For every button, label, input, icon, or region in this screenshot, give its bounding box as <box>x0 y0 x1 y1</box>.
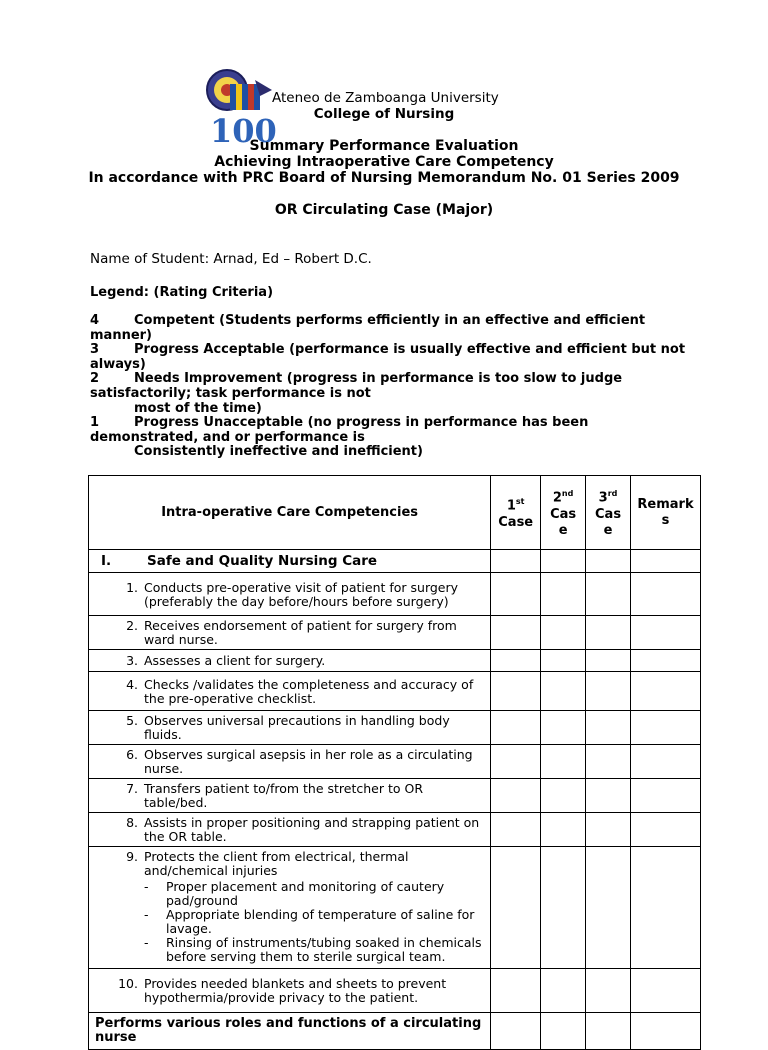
competency-table <box>88 475 701 1050</box>
remarks-cell[interactable] <box>631 650 701 672</box>
rating-cell[interactable] <box>491 616 541 650</box>
sub-item: - Rinsing of instruments/tubing soaked in chemicals before serving them to sterile surgical team. <box>144 935 482 964</box>
table-row: 8. Assists in proper positioning and strapping patient on the OR table. <box>89 813 701 847</box>
rating-cell[interactable] <box>491 969 541 1013</box>
remarks-cell[interactable] <box>631 779 701 813</box>
table-row: 3. Assesses a client for surgery. <box>89 650 701 672</box>
table-row: 1. Conducts pre-operative visit of patient for surgery (preferably the day before/hours before surgery) <box>89 573 701 616</box>
table-row: 5. Observes universal precautions in handling body fluids. <box>89 711 701 745</box>
rating-cell[interactable] <box>586 1013 631 1050</box>
case-title: OR Circulating Case (Major) <box>274 202 494 218</box>
table-row: 2. Receives endorsement of patient for surgery from ward nurse. <box>89 616 701 650</box>
competency-header: Intra-operative Care Competencies <box>89 476 491 550</box>
document-title <box>0 138 768 186</box>
rating-cell[interactable] <box>491 813 541 847</box>
title-line: Achieving Intraoperative Care Competency <box>214 154 554 170</box>
remarks-cell[interactable] <box>631 573 701 616</box>
table-row: 4. Checks /validates the completeness and accuracy of the pre-operative checklist. <box>89 672 701 711</box>
rating-cell[interactable] <box>541 672 586 711</box>
rating-cell[interactable] <box>586 711 631 745</box>
rating-cell[interactable] <box>586 650 631 672</box>
legend-item: 4 Competent (Students performs efficiently in an effective and efficient manner) <box>90 313 646 343</box>
remarks-cell[interactable] <box>631 711 701 745</box>
section-row <box>89 550 701 573</box>
rating-cell[interactable] <box>541 650 586 672</box>
remarks-cell[interactable] <box>631 969 701 1013</box>
rating-cell[interactable] <box>586 550 631 573</box>
table-row: 7. Transfers patient to/from the stretcher to OR table/bed. <box>89 779 701 813</box>
rating-cell[interactable] <box>586 745 631 779</box>
rating-cell[interactable] <box>541 779 586 813</box>
table-row: 10. Provides needed blankets and sheets to prevent hypothermia/provide privacy to the patient. <box>89 969 701 1013</box>
rating-cell[interactable] <box>541 745 586 779</box>
rating-cell[interactable] <box>541 969 586 1013</box>
college-name: College of Nursing <box>313 106 455 122</box>
student-name: Name of Student: Arnad, Ed – Robert D.C. <box>90 251 372 267</box>
table-row: 6. Observes surgical asepsis in her role as a circulating nurse. <box>89 745 701 779</box>
legend-item: 3 Progress Acceptable (performance is usually effective and efficient but not always) <box>90 342 686 372</box>
rating-cell[interactable] <box>541 1013 586 1050</box>
university-name: Ateneo de Zamboanga University <box>272 90 499 106</box>
rating-cell[interactable] <box>541 616 586 650</box>
case1-header: 1st Case <box>491 476 541 550</box>
table-row: 9. Protects the client from electrical, thermal and/chemical injuries - Proper placement and monitoring of cautery pad/ground - Appropriate blending of temperature of saline for lavage. - Rinsing of instruments/tubing soaked in chemicals before serving them to sterile surgical team. <box>89 847 701 969</box>
remarks-header: Remark s <box>631 476 701 550</box>
legend-title: Legend: (Rating Criteria) <box>90 285 274 300</box>
sub-item: - Appropriate blending of temperature of saline for lavage. <box>144 907 475 936</box>
rating-cell[interactable] <box>586 847 631 969</box>
rating-cell[interactable] <box>541 847 586 969</box>
section-label: I. Safe and Quality Nursing Care <box>89 550 491 573</box>
legend-item: 1 Progress Unacceptable (no progress in performance has been demonstrated, and or performance is Consistently ineffective and inefficient) <box>90 415 589 460</box>
legend-item: 2 Needs Improvement (progress in performance is too slow to judge satisfactorily; task performance is not most of the time) <box>90 371 623 416</box>
rating-cell[interactable] <box>586 573 631 616</box>
remarks-cell[interactable] <box>631 813 701 847</box>
rating-cell[interactable] <box>491 550 541 573</box>
rating-cell[interactable] <box>491 779 541 813</box>
case2-header: 2nd Cas e <box>541 476 586 550</box>
rating-cell[interactable] <box>491 672 541 711</box>
title-line: In accordance with PRC Board of Nursing Memorandum No. 01 Series 2009 <box>88 170 680 186</box>
table-header-row <box>89 476 701 550</box>
remarks-cell[interactable] <box>631 550 701 573</box>
roles-label: Performs various roles and functions of a circulating nurse <box>89 1013 491 1050</box>
rating-cell[interactable] <box>491 711 541 745</box>
rating-cell[interactable] <box>491 650 541 672</box>
remarks-cell[interactable] <box>631 745 701 779</box>
rating-cell[interactable] <box>586 616 631 650</box>
rating-cell[interactable] <box>491 1013 541 1050</box>
roles-row <box>89 1013 701 1050</box>
svg-text:100: 100 <box>210 112 277 148</box>
rating-cell[interactable] <box>586 969 631 1013</box>
sub-item: - Proper placement and monitoring of cautery pad/ground <box>144 879 445 908</box>
title-line: Summary Performance Evaluation <box>249 138 519 154</box>
rating-cell[interactable] <box>541 813 586 847</box>
rating-cell[interactable] <box>491 847 541 969</box>
rating-cell[interactable] <box>541 550 586 573</box>
rating-cell[interactable] <box>586 813 631 847</box>
rating-cell[interactable] <box>586 672 631 711</box>
remarks-cell[interactable] <box>631 672 701 711</box>
rating-cell[interactable] <box>586 779 631 813</box>
remarks-cell[interactable] <box>631 1013 701 1050</box>
rating-cell[interactable] <box>491 573 541 616</box>
remarks-cell[interactable] <box>631 847 701 969</box>
rating-cell[interactable] <box>491 745 541 779</box>
case3-header: 3rd Cas e <box>586 476 631 550</box>
remarks-cell[interactable] <box>631 616 701 650</box>
rating-cell[interactable] <box>541 711 586 745</box>
legend-list <box>90 314 690 460</box>
rating-cell[interactable] <box>541 573 586 616</box>
